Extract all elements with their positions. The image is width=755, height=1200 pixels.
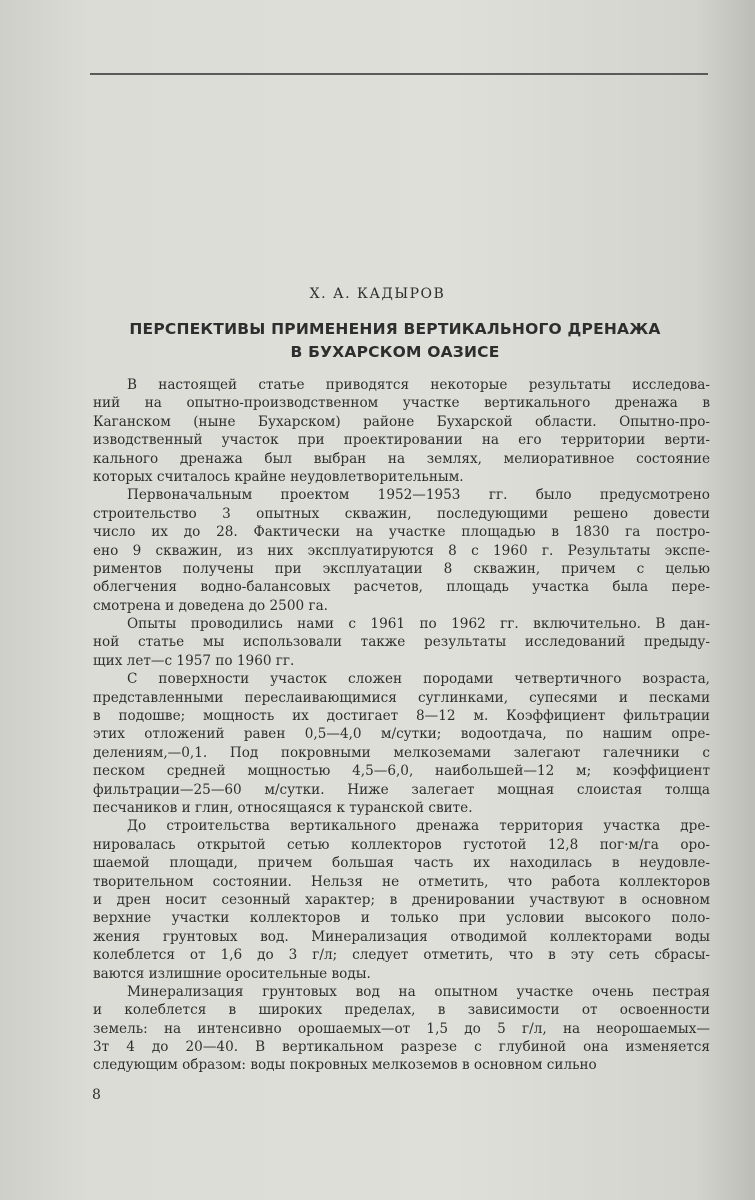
text-line: ваются излишние оросительные воды. — [93, 965, 371, 982]
text-line: фильтрации—25—60 м/сутки. Ниже залегает мощная слоистая толща — [93, 781, 710, 798]
text-line: Каганском (ныне Бухарском) районе Бухарской области. Опытно-про- — [93, 413, 710, 430]
text-line: нировалась открытой сетью коллекторов густотой 12,8 пог·м/га оро- — [93, 836, 710, 853]
text-line: облегчения водно-балансовых расчетов, площадь участка была пере- — [93, 579, 710, 596]
article-title — [110, 318, 680, 364]
text-line: в подошве; мощность их достигает 8—12 м. Коэффициент фильтрации — [93, 708, 710, 725]
top-rule — [90, 73, 708, 75]
text-line: делениям,—0,1. Под покровными мелкоземами залегают галечники с — [93, 744, 710, 761]
text-line: До строительства вертикального дренажа территория участка дре- — [127, 818, 710, 835]
text-line: следующим образом: воды покровных мелкоземов в основном сильно — [93, 1057, 597, 1074]
text-line: кального дренажа был выбран на землях, мелиоративное состояние — [93, 450, 710, 467]
text-line: С поверхности участок сложен породами четвертичного возраста, — [127, 671, 710, 688]
text-line: представленными переслаивающимися суглинками, супесями и песками — [93, 689, 710, 706]
text-line: строительство 3 опытных скважин, последующими решено довести — [93, 505, 710, 522]
text-line: изводственный участок при проектировании на его территории верти- — [93, 432, 710, 449]
text-line: земель: на интенсивно орошаемых—от 1,5 до 5 г/л, на неорошаемых— — [93, 1020, 710, 1037]
text-line: песчаников и глин, относящаяся к туранской свите. — [93, 799, 473, 816]
text-line: ний на опытно-производственном участке вертикального дренажа в — [93, 395, 710, 412]
text-line: шаемой площади, причем большая часть их находилась в неудовле- — [93, 855, 710, 872]
text-line: Первоначальным проектом 1952—1953 гг. было предусмотрено — [127, 487, 710, 504]
article-body — [93, 376, 710, 1075]
text-line: творительном состоянии. Нельзя не отметить, что работа коллекторов — [93, 873, 710, 890]
text-line: и колеблется в широких пределах, в зависимости от освоенности — [93, 1002, 710, 1019]
author-name: Х. А. КАДЫРОВ — [309, 286, 446, 302]
title-line-1: ПЕРСПЕКТИВЫ ПРИМЕНЕНИЯ ВЕРТИКАЛЬНОГО ДРЕНАЖА — [129, 320, 661, 338]
text-line: риментов получены при эксплуатации 8 скважин, причем с целью — [93, 560, 710, 577]
text-line: Опыты проводились нами с 1961 по 1962 гг. включительно. В дан- — [127, 616, 710, 633]
text-line: число их до 28. Фактически на участке площадью в 1830 га постро- — [93, 524, 710, 541]
text-line: В настоящей статье приводятся некоторые результаты исследова- — [127, 377, 710, 393]
text-line: 3т 4 до 20—40. В вертикальном разрезе с глубиной она изменяется — [93, 1039, 710, 1056]
text-line: Минерализация грунтовых вод на опытном участке очень пестрая — [127, 983, 710, 1000]
text-line: ной статье мы использовали также результаты исследований предыду- — [93, 634, 710, 651]
text-line: этих отложений равен 0,5—4,0 м/сутки; водоотдача, по нашим опре- — [93, 726, 710, 743]
page-number: 8 — [92, 1087, 101, 1103]
text-line: колеблется от 1,6 до 3 г/л; следует отметить, что в эту сеть сбрасы- — [93, 947, 710, 964]
text-line: которых считалось крайне неудовлетворительным. — [93, 468, 464, 485]
text-line: смотрена и доведена до 2500 га. — [93, 597, 328, 614]
text-line: верхние участки коллекторов и только при условии высокого поло- — [93, 910, 710, 927]
text-line: и дрен носит сезонный характер; в дренировании участвуют в основном — [93, 891, 710, 908]
text-line: ено 9 скважин, из них эксплуатируются 8 с 1960 г. Результаты экспе- — [93, 542, 710, 559]
text-line: песком средней мощностью 4,5—6,0, наибольшей—12 м; коэффициент — [93, 763, 710, 780]
text-line: щих лет—с 1957 по 1960 гг. — [93, 652, 295, 669]
text-line: жения грунтовых вод. Минерализация отводимой коллекторами воды — [93, 928, 710, 945]
title-line-2: В БУХАРСКОМ ОАЗИСЕ — [290, 343, 500, 361]
